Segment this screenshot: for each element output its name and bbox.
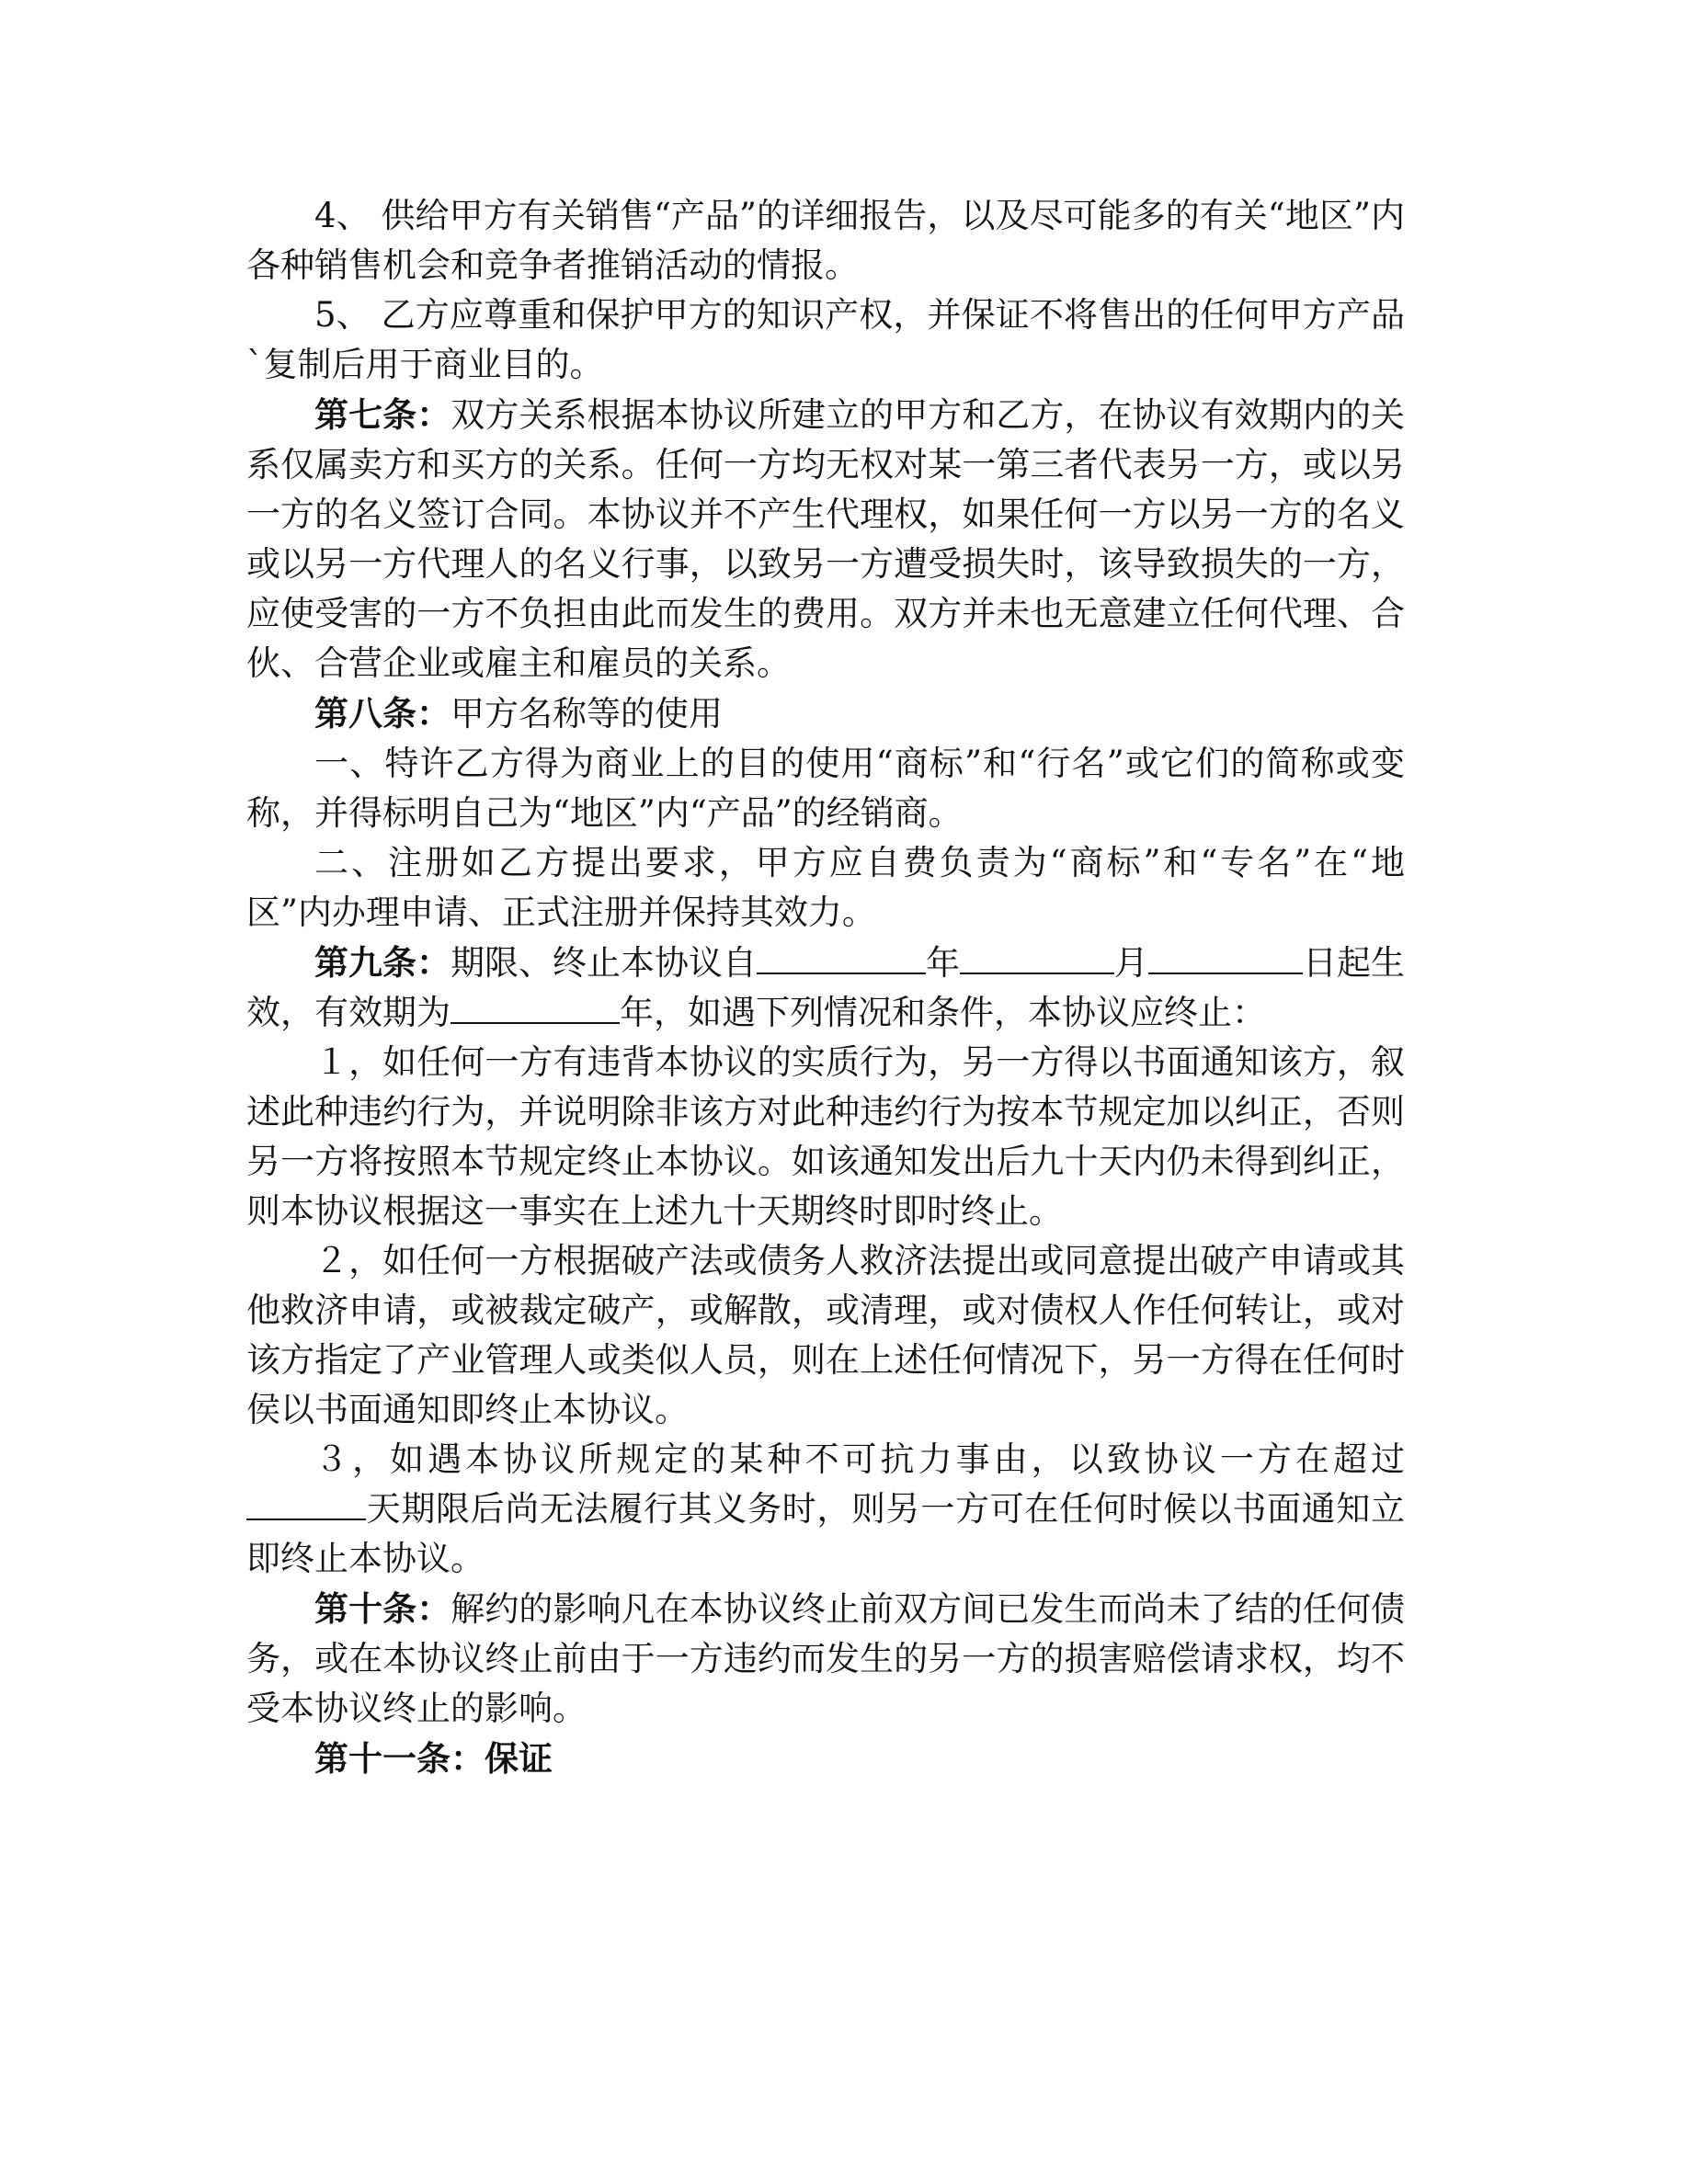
article-9-heading: 第九条： <box>314 942 451 983</box>
article-10-heading: 第十条： <box>314 1588 451 1629</box>
paragraph-item-4: 4、 供给甲方有关销售“产品”的详细报告，以及尽可能多的有关“地区”内各种销售机会和竞争者推销活动的情报。 <box>246 196 1405 285</box>
article-9-clause-3 <box>246 1435 1405 1584</box>
article-9-day: 日 <box>1303 943 1337 983</box>
article-9-clause-1: １，如任何一方有违背本协议的实质行为，另一方得以书面通知该方，叙述此种违约行为，并说明除非该方对此种违约行为按本节规定加以纠正，否则另一方将按照本节规定终止本协议。如该通知发出后九十天内仍未得到纠正，则本协议根据这一事实在上述九十天期终时即时终止。 <box>246 1042 1405 1231</box>
blank-month[interactable] <box>960 939 1114 974</box>
article-9-clause-3-b: 天期限后尚无法履行其义务时，则另一方可在任何时候以书面通知立即终止本协议。 <box>246 1489 1405 1578</box>
article-9 <box>246 938 1405 1038</box>
article-8-clause-1: 一、特许乙方得为商业上的目的使用“商标”和“行名”或它们的简称或变称，并得标明自己为“地区”内“产品”的经销商。 <box>246 744 1405 833</box>
article-9-clause-3-a: ３，如遇本协议所规定的某种不可抗力事由，以致协议一方在超过 <box>314 1439 1405 1479</box>
article-10-text: 解约的影响凡在本协议终止前双方间已发生而尚未了结的任何债务，或在本协议终止前由于一方违约而发生的另一方的损害赔偿请求权，均不受本协议终止的影响。 <box>246 1589 1406 1728</box>
article-7-text: 双方关系根据本协议所建立的甲方和乙方，在协议有效期内的关系仅属卖方和买方的关系。任何一方均无权对某一第三者代表另一方，或以另一方的名义签订合同。本协议并不产生代理权，如果任何一方以另一方的名义或以另一方代理人的名义行事，以致另一方遭受损失时，该导致损失的一方，应使受害的一方不负担由此而发生的费用。双方并未也无意建立任何代理、合伙、合营企业或雇主和雇员的关系。 <box>246 395 1406 683</box>
article-7-heading: 第七条： <box>314 394 451 435</box>
article-9-clause-2: ２，如任何一方根据破产法或债务人救济法提出或同意提出破产申请或其他救济申请，或被裁定破产，或解散，或清理，或对债权人作任何转让，或对该方指定了产业管理人或类似人员，则在上述任何情况下，另一方得在任何时侯以书面通知即终止本协议。 <box>246 1241 1405 1429</box>
paragraph-item-5: 5、 乙方应尊重和保护甲方的知识产权，并保证不将售出的任何甲方产品`复制后用于商业目的。 <box>246 295 1405 384</box>
blank-days[interactable] <box>246 1485 366 1520</box>
blank-term-years[interactable] <box>451 989 620 1024</box>
article-9-text-b: 起生效，有效期为 <box>246 943 1405 1032</box>
article-9-text-a: 期限、终止本协议自 <box>451 943 757 983</box>
article-9-month: 月 <box>1114 943 1148 983</box>
article-8-clause-2: 二、注册如乙方提出要求，甲方应自费负责为“商标”和“专名”在“地区”内办理申请、正式注册并保持其效力。 <box>246 843 1405 932</box>
article-8-heading: 第八条： <box>314 693 451 734</box>
article-9-text-c: 年，如遇下列情况和条件，本协议应终止： <box>620 993 1266 1032</box>
article-7 <box>246 390 1405 688</box>
article-11-heading: 第十一条：保证 <box>314 1738 553 1779</box>
article-8-text: 甲方名称等的使用 <box>451 694 723 734</box>
article-10 <box>246 1584 1405 1734</box>
article-8 <box>246 688 1405 739</box>
blank-year[interactable] <box>757 939 926 974</box>
article-9-year: 年 <box>926 943 960 983</box>
document-page <box>246 191 1405 1783</box>
blank-day[interactable] <box>1148 939 1303 974</box>
